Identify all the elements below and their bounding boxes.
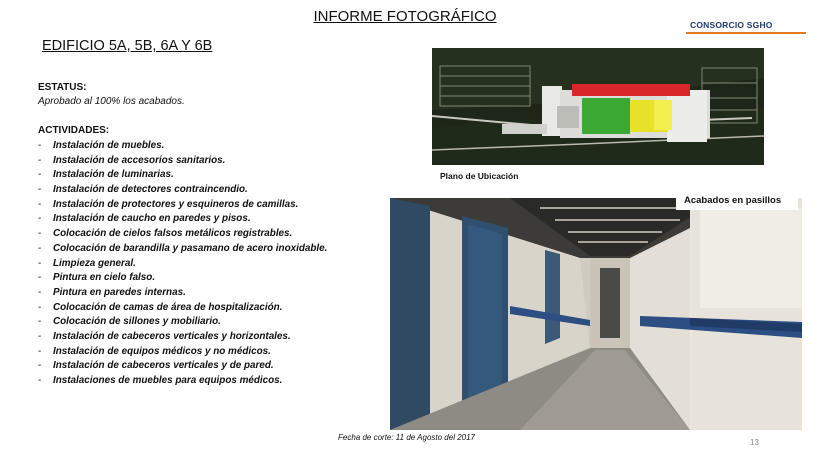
list-item: - Instalación de accesorios sanitarios. xyxy=(38,154,226,166)
list-item: - Limpieza general. xyxy=(38,257,136,269)
list-item: - Instalación de equipos médicos y no médicos. xyxy=(38,345,271,357)
list-item: - Instalaciones de muebles para equipos médicos. xyxy=(38,375,283,386)
list-item: - Colocación de camas de área de hospitalización. xyxy=(38,301,283,313)
list-item: - Pintura en paredes internas. xyxy=(38,286,186,298)
list-item: - Instalación de muebles. xyxy=(38,140,165,151)
list-item: - Instalación de protectores y esquineros de camillas. xyxy=(38,198,299,210)
list-item: - Instalación de luminarias. xyxy=(38,169,174,181)
map-caption: Plano de Ubicación xyxy=(440,171,519,181)
list-item: - Instalación de cabeceros verticales y de pared. xyxy=(38,360,274,372)
building-heading: EDIFICIO 5A, 5B, 6A Y 6B xyxy=(42,38,213,54)
activities-label: ACTIVIDADES: xyxy=(38,125,110,136)
company-logo-text: CONSORCIO SGHO xyxy=(690,20,773,30)
report-title: INFORME FOTOGRÁFICO xyxy=(313,8,497,25)
status-label: ESTATUS: xyxy=(38,82,87,93)
corridor-photo xyxy=(390,198,802,430)
page-number: 13 xyxy=(750,438,759,447)
list-item: - Pintura en cielo falso. xyxy=(38,272,156,284)
list-item: - Colocación de cielos falsos metálicos registrables. xyxy=(38,228,293,240)
status-text: Aprobado al 100% los acabados. xyxy=(38,96,185,107)
cutoff-date: Fecha de corte: 11 de Agosto del 2017 xyxy=(338,433,475,442)
photo-caption: Acabados en pasillos xyxy=(684,195,782,206)
company-underline xyxy=(686,32,806,34)
activities-list xyxy=(38,139,327,389)
list-item: - Instalación de detectores contraincendio. xyxy=(38,184,248,196)
list-item: - Instalación de cabeceros verticales y horizontales. xyxy=(38,330,291,342)
location-plan-image xyxy=(432,48,764,165)
list-item: - Colocación de barandilla y pasamano de acero inoxidable. xyxy=(38,242,328,254)
list-item: - Colocación de sillones y mobiliario. xyxy=(38,316,221,328)
list-item: - Instalación de caucho en paredes y pisos. xyxy=(38,213,251,225)
